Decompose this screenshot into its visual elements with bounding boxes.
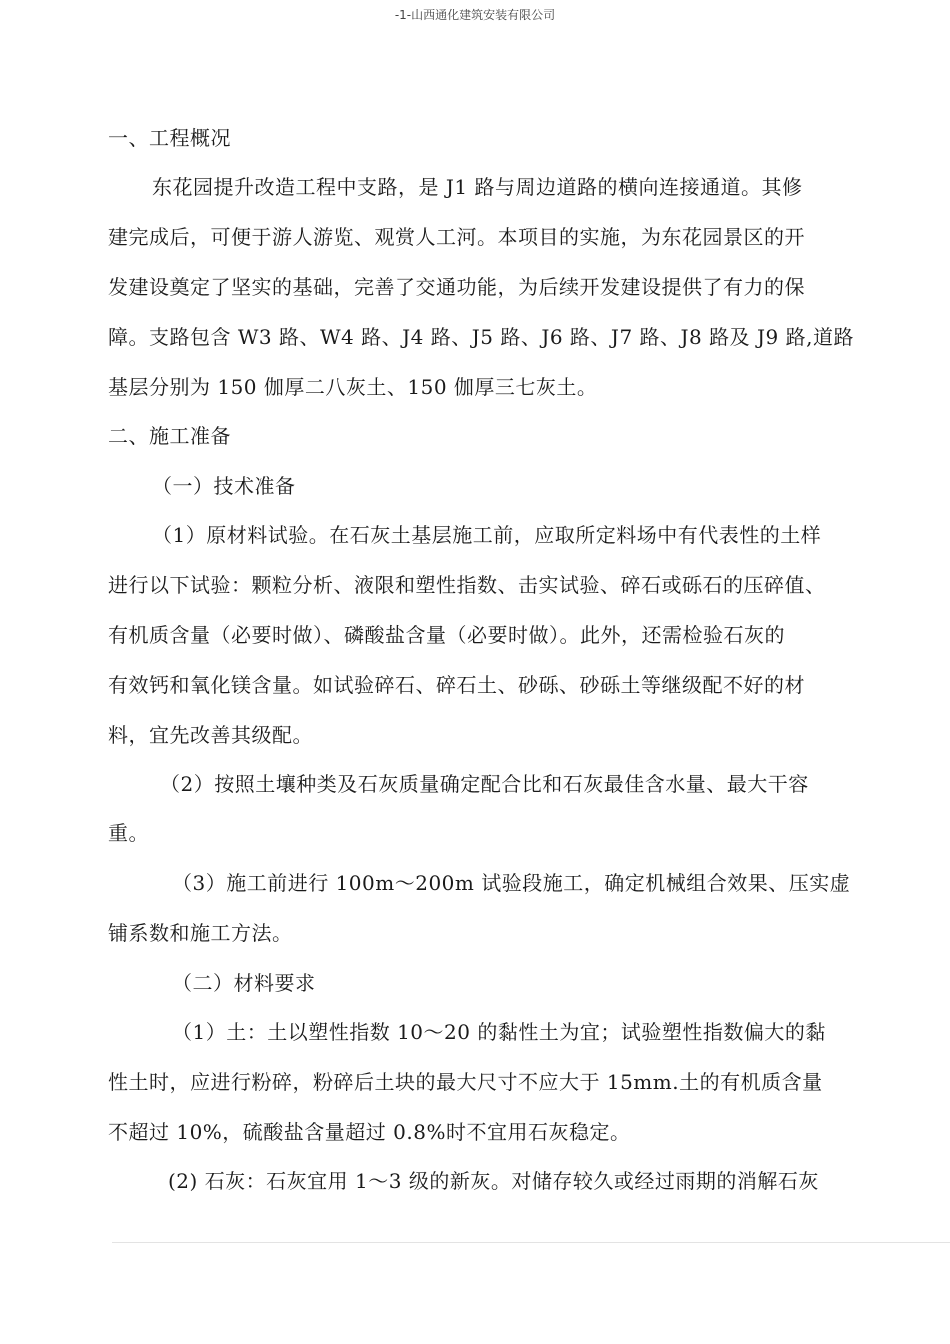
heading-construction-prep: 二、施工准备 — [108, 424, 231, 448]
subheading-material-requirements: （二）材料要求 — [172, 971, 316, 995]
body-line: 进行以下试验：颗粒分析、液限和塑性指数、击实试验、碎石或砾石的压碎值、 — [108, 573, 826, 597]
body-line: （3）施工前进行 100m〜200m 试验段施工，确定机械组合效果、压实虚 — [172, 871, 851, 895]
body-line: 铺系数和施工方法。 — [108, 921, 293, 945]
body-line: 基层分别为 150 伽厚二八灰土、150 伽厚三七灰土。 — [108, 375, 598, 399]
page-bottom-divider — [112, 1242, 950, 1243]
body-line: 发建设奠定了坚实的基础，完善了交通功能，为后续开发建设提供了有力的保 — [108, 275, 805, 299]
body-line: （1）土：土以塑性指数 10〜20 的黏性土为宜；试验塑性指数偏大的黏 — [172, 1020, 826, 1044]
body-line: 有机质含量（必要时做）、磷酸盐含量（必要时做）。此外，还需检验石灰的 — [108, 623, 785, 647]
heading-project-overview: 一、工程概况 — [108, 126, 231, 150]
body-line: 东花园提升改造工程中支路，是 J1 路与周边道路的横向连接通道。其修 — [152, 175, 803, 199]
body-line: 障。支路包含 W3 路、W4 路、J4 路、J5 路、J6 路、J7 路、J8 路及 J9 路,道路 — [108, 325, 854, 349]
body-line: 不超过 10%，硫酸盐含量超过 0.8%时不宜用石灰稳定。 — [108, 1120, 631, 1144]
body-line: 料，宜先改善其级配。 — [108, 723, 313, 747]
body-line: 有效钙和氧化镁含量。如试验碎石、碎石土、砂砾、砂砾土等继级配不好的材 — [108, 673, 805, 697]
body-line: 重。 — [108, 821, 149, 845]
page-header: -1-山西通化建筑安装有限公司 — [394, 8, 556, 22]
body-line: 性土时，应进行粉碎，粉碎后土块的最大尺寸不应大于 15mm.土的有机质含量 — [108, 1070, 823, 1094]
body-line: 建完成后，可便于游人游览、观赏人工河。本项目的实施，为东花园景区的开 — [108, 225, 805, 249]
body-line: (2) 石灰：石灰宜用 1〜3 级的新灰。对储存较久或经过雨期的消解石灰 — [168, 1169, 819, 1193]
body-line: （2）按照土壤种类及石灰质量确定配合比和石灰最佳含水量、最大干容 — [160, 772, 809, 796]
body-line: （1）原材料试验。在石灰土基层施工前，应取所定料场中有代表性的土样 — [152, 523, 822, 547]
subheading-technical-prep: （一）技术准备 — [152, 474, 296, 498]
